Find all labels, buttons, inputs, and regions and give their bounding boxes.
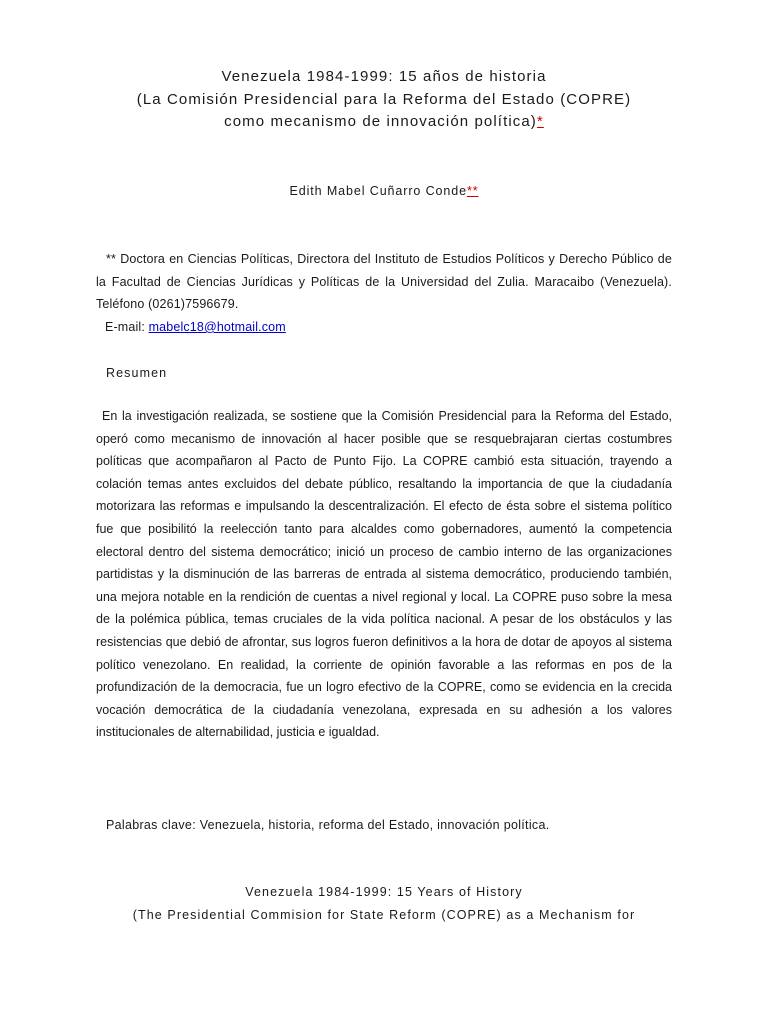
email-link[interactable]: mabelc18@hotmail.com — [148, 319, 286, 334]
email-line — [96, 316, 672, 339]
english-title — [60, 881, 708, 926]
author-affiliation — [96, 248, 672, 338]
title-footnote-link[interactable]: * — [536, 113, 544, 130]
english-title-line-1: Venezuela 1984-1999: 15 Years of History — [245, 885, 523, 899]
affiliation-text: ** Doctora en Ciencias Políticas, Directora del Instituto de Estudios Políticos y Derecho Público de la Facultad de Ciencias Jurídicas y Políticas de la Universidad del Zulia. Maracaibo (Venezuela). Teléfono (0261)7596679. — [96, 252, 672, 312]
keywords-label: Palabras clave: — [106, 818, 200, 832]
keywords-text: Venezuela, historia, reforma del Estado, innovación política. — [199, 818, 550, 832]
author-name: Edith Mabel Cuñarro Conde — [289, 184, 467, 198]
title-line-3 — [60, 111, 708, 134]
title-line-3-text: como mecanismo de innovación política) — [224, 113, 537, 130]
title-line-1: Venezuela 1984-1999: 15 años de historia — [221, 68, 547, 85]
resumen-heading: Resumen — [106, 366, 168, 380]
author-footnote-link[interactable]: ** — [466, 184, 479, 198]
spanish-title — [60, 66, 708, 134]
keywords-line — [96, 814, 682, 837]
english-title-line-2: (The Presidential Commision for State Reform (COPRE) as a Mechanism for — [132, 907, 636, 922]
resumen-text: En la investigación realizada, se sostiene que la Comisión Presidencial para la Reforma del Estado, operó como mecanismo de innovación al hacer posible que se resquebrajaran ciertas costumbres políticas que acompañaron al Pacto de Punto Fijo. La COPRE cambió esta situación, trayendo a colación temas antes excluidos del debate público, resaltando la importancia de que la ciudadanía motorizara las reformas e impulsando la descentralización. El efecto de ésta sobre el sistema político fue que posibilitó la reelección tanto para alcaldes como gobernadores, aumentó la competencia electoral dentro del sistema democrático; inició un proceso de cambio interno de las organizaciones partidistas y la disminución de las barreras de entrada al sistema democrático, produciendo también, una mejora notable en la rendición de cuentas a nivel regional y local. La COPRE puso sobre la mesa de la polémica pública, temas cruciales de la vida política nacional. A pesar de los obstáculos y las resistencias que debió de afrontar, sus logros fueron definitivos a la hora de dotar de apoyos al sistema político venezolano. En realidad, la corriente de opinión favorable a las reformas en pos de la profundización de la democracia, fue un logro efectivo de la COPRE, como se evidencia en la crecida vocación democrática de la ciudadanía venezolana, expresada en su adhesión a los valores institucionales de alternabilidad, justicia e igualdad. — [96, 409, 672, 740]
resumen-body — [96, 405, 672, 744]
email-label: E-mail: — [105, 319, 149, 334]
title-line-2: (La Comisión Presidencial para la Reforma del Estado (COPRE) — [136, 90, 632, 108]
author-line — [60, 182, 708, 200]
